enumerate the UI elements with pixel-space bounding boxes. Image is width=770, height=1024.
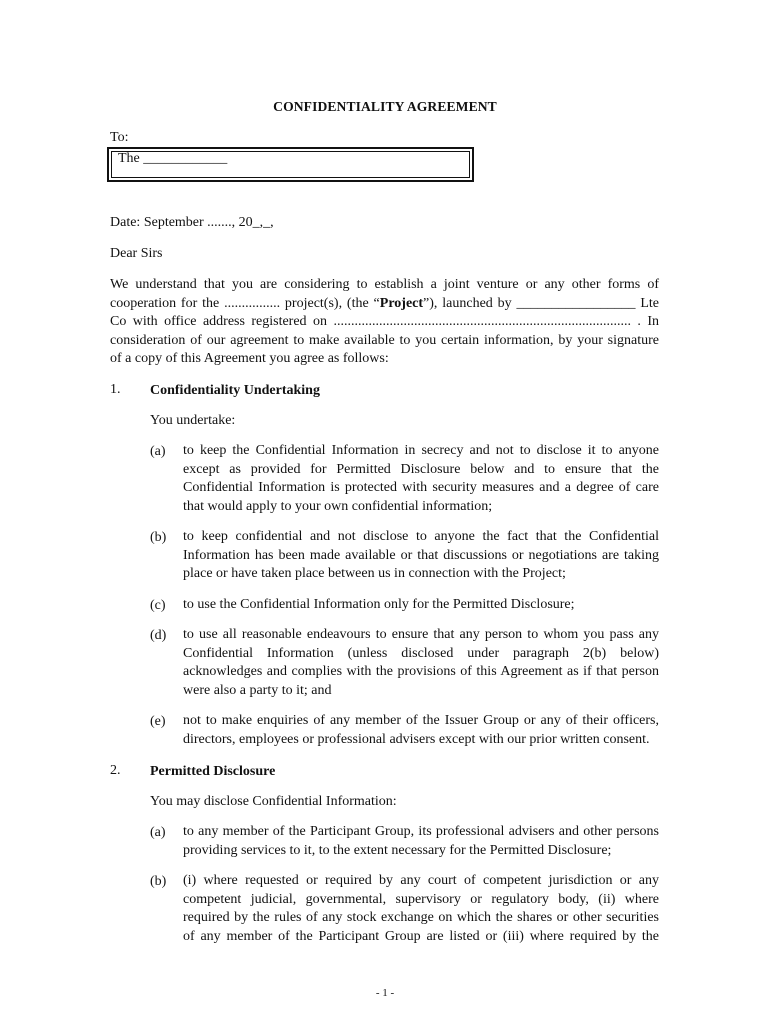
section-2-lead: You may disclose Confidential Information:	[150, 794, 397, 809]
document-title: CONFIDENTIALITY AGREEMENT	[273, 99, 497, 114]
list-item: to keep confidential and not disclose to anyone the fact that the Confidential Information has been made available or that discussions or negotiations are taking place or have taken place between us in connection with the Project;	[183, 529, 659, 582]
item-label: (b)	[150, 530, 167, 545]
intro-line: We understand that you are considering to establish a joint venture or any other forms of	[110, 277, 659, 292]
intro-paragraph	[110, 276, 659, 369]
addressee-box	[107, 147, 474, 182]
to-label: To:	[110, 130, 129, 145]
list-item: (i) where requested or required by any court of competent jurisdiction or any competent judicial, governmental, supervisory or regulatory body, (ii) where required by the rules of any stock exchange on which the shares or other securities of any member of the Participant Group are listed or (iii) where required by the	[183, 873, 659, 944]
project-defined-term: Project	[379, 295, 424, 311]
item-label: (b)	[150, 874, 167, 889]
item-label: (c)	[150, 598, 166, 613]
item-label: (a)	[150, 825, 166, 840]
section-1-number: 1.	[110, 382, 121, 397]
intro-line: of a copy of this Agreement you agree as follows:	[110, 351, 389, 367]
list-item: to keep the Confidential Information in secrecy and not to disclose it to anyone except as provided for Permitted Disclosure below and to ensure that the Confidential Information is protected with security measures and a degree of care that would apply to your own confidential information;	[183, 443, 659, 514]
salutation: Dear Sirs	[110, 246, 163, 261]
intro-line: cooperation for the ................ project(s), (the “Project”), launched by _________________ Lte	[110, 295, 660, 311]
section-2-heading: Permitted Disclosure	[150, 764, 276, 779]
page-number: - 1 -	[375, 987, 395, 999]
list-item: to use the Confidential Information only for the Permitted Disclosure;	[183, 597, 575, 612]
addressee-field: The ____________	[118, 151, 228, 166]
list-item: to any member of the Participant Group, its professional advisers and other persons providing services to it, to the extent necessary for the Permitted Disclosure;	[183, 824, 659, 858]
section-1-heading: Confidentiality Undertaking	[150, 383, 320, 398]
list-item: not to make enquiries of any member of the Issuer Group or any of their officers, directors, employees or professional advisers except with our prior written consent.	[183, 713, 659, 747]
section-1-lead: You undertake:	[150, 413, 236, 428]
item-label: (d)	[150, 628, 167, 643]
list-item: to use all reasonable endeavours to ensure that any person to whom you pass any Confidential Information (unless disclosed under paragraph 2(b) below) acknowledges and complies with the provisions of this Agreement as if that person were also a party to it; and	[183, 627, 659, 698]
intro-line: Co with office address registered on ..................................................................................... . In	[110, 314, 659, 330]
section-2-number: 2.	[110, 763, 121, 778]
intro-line: consideration of our agreement to make available to you certain information, by your signature	[110, 332, 659, 348]
item-label: (a)	[150, 444, 166, 459]
date-line: Date: September ......., 20_,_,	[110, 215, 274, 230]
item-label: (e)	[150, 714, 166, 729]
